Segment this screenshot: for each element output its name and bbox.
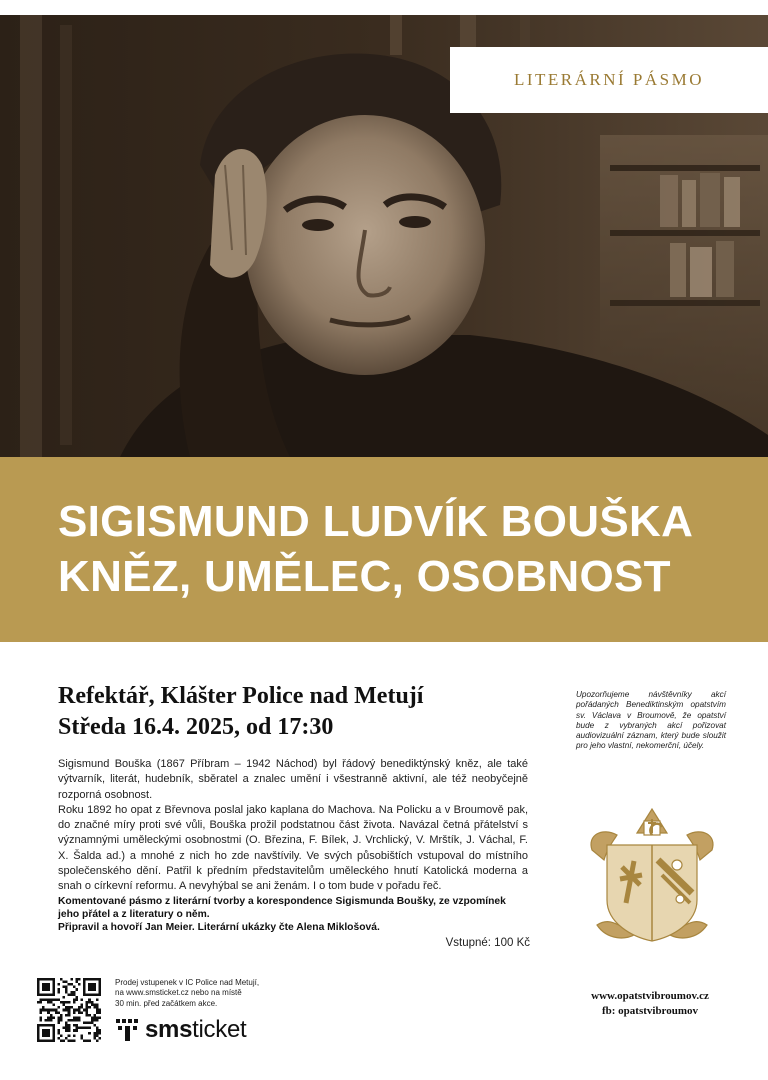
sales-line: na www.smsticket.cz nebo na místě: [115, 988, 242, 998]
smsticket-brand: [145, 1016, 246, 1044]
program-description: Komentované pásmo z literární tvorby a korespondence Sigismunda Boušky, ze vzpomínek jeho přátel a z literatury o něm.: [58, 896, 506, 921]
event-venue: Refektář, Klášter Police nad Metují: [58, 683, 424, 709]
event-date: Středa 16.4. 2025, od 17:30: [58, 714, 334, 740]
biography-paragraph: Sigismund Bouška (1867 Příbram – 1942 Náchod) byl řádový benediktýnský kněz, ale také výtvarník, literát, hudebník, sběratel a znalec umění i všestranně aktivní, ale též neobyčejně rozporná osobnost.: [58, 758, 528, 801]
ticket-sales-info: [115, 978, 285, 1009]
program-credits: Připravil a hovoří Jan Meier. Literární ukázky čte Alena Miklošová.: [58, 922, 380, 934]
program-note: [58, 895, 528, 935]
qr-code-icon[interactable]: [37, 978, 101, 1042]
title-band: [0, 457, 768, 642]
contact-links: [560, 989, 740, 1019]
brand-rest: ticket: [192, 1016, 247, 1043]
biography: [58, 757, 528, 895]
sales-line: 30 min. před začátkem akce.: [115, 998, 218, 1008]
series-label: LITERÁRNÍ PÁSMO: [513, 70, 705, 89]
biography-paragraph: Roku 1892 ho opat z Břevnova poslal jako kaplana do Machova. Na Policku a v Broumově pak, do značné míry proti své vůli, Bouška prožil podstatnou část života. Navázal četná přátelství s významnými uměleckými osobnostmi (O. Březina, F. Bílek, J. Vrchlický, V. Mrštík, J. Váchal, F. X. Šalda ad.) a mnohé z nich ho zde navštívily. Ve svých působištích vstupoval do místního společenského dění. Patřil k předním představitelům uměleckého hnutí Katolická moderna a snah o církevní reformu. A nevyhýbal se ani ženám. I o tom bude v pořadu řeč.: [58, 803, 528, 893]
abbey-coat-of-arms-icon: [582, 805, 722, 945]
series-label-box: [450, 47, 768, 113]
title-name: SIGISMUND LUDVÍK BOUŠKA: [58, 497, 694, 546]
brand-bold: sms: [145, 1016, 193, 1043]
website-link[interactable]: www.opatstvibroumov.cz: [591, 990, 709, 1002]
smsticket-logo-icon: [115, 1017, 141, 1043]
smsticket-logo[interactable]: [115, 1016, 246, 1044]
recording-notice: Upozorňujeme návštěvníky akcí pořádaných Benediktinským opatstvím sv. Václava v Broumově, že opatství bude z vybraných akcí pořizovat audiovizuální záznam, který bude sloužit pro jeho vlastní, nekomerční, účely.: [576, 690, 726, 751]
sales-line: Prodej vstupenek v IC Police nad Metují,: [115, 978, 260, 987]
admission-price: Vstupné: 100 Kč: [445, 937, 530, 949]
facebook-link[interactable]: fb: opatstvibroumov: [601, 1005, 699, 1017]
title-subtitle: KNĚZ, UMĚLEC, OSOBNOST: [58, 552, 671, 601]
